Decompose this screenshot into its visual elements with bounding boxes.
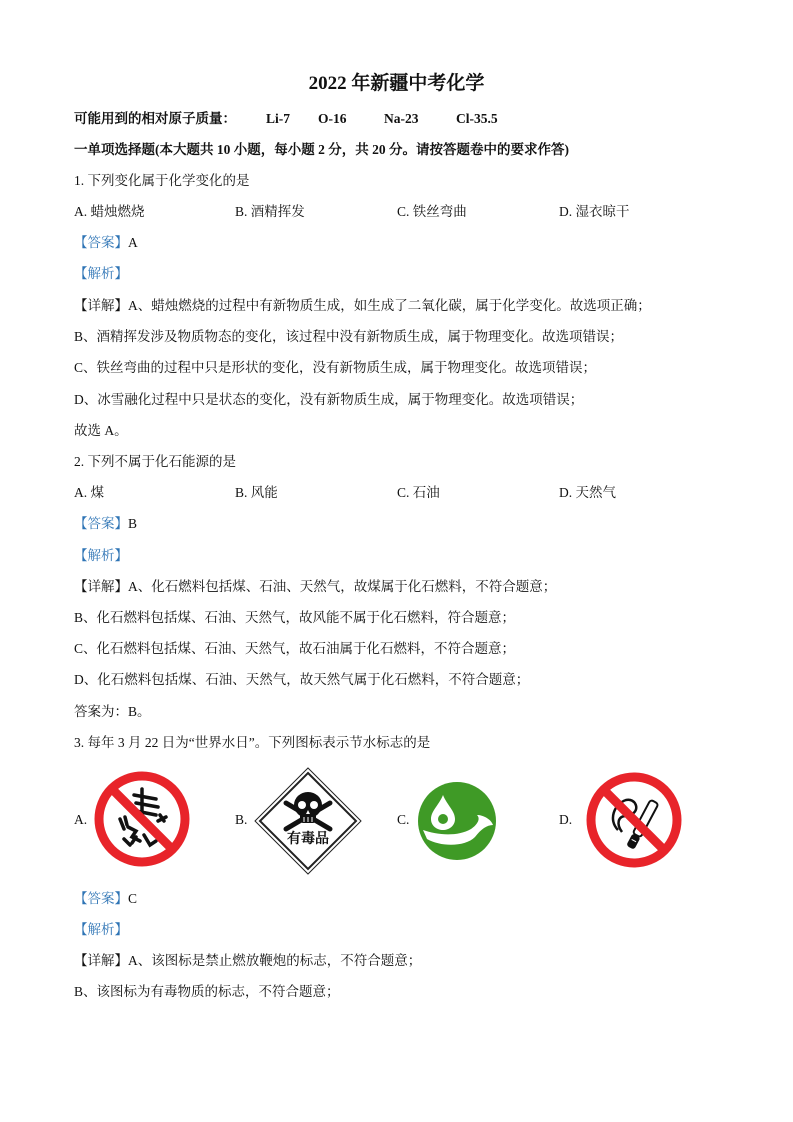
question-2-option-c: C. 石油: [397, 485, 440, 500]
question-1-stem: 1. 下列变化属于化学变化的是: [74, 173, 250, 188]
section-heading: 一单项选择题(本大题共 10 小题，每小题 2 分，共 20 分。请按答题卷中的要求作答): [74, 142, 569, 157]
question-1-option-b: B. 酒精挥发: [235, 204, 305, 219]
question-1-detail-d: D、冰雪融化过程中只是状态的变化，没有新物质生成，属于物理变化。故选项错误；: [74, 392, 584, 407]
question-3-analysis: [74, 921, 128, 939]
question-1-option-d: D. 湿衣晾干: [559, 204, 630, 219]
answer-tag: 【答案】: [74, 516, 128, 531]
question-2-detail-c: C、化石燃料包括煤、石油、天然气，故石油属于化石燃料，不符合题意；: [74, 641, 516, 656]
question-2-detail-d: D、化石燃料包括煤、石油、天然气，故天然气属于化石燃料，不符合题意；: [74, 672, 530, 687]
question-1-analysis: [74, 265, 128, 283]
question-2-stem: 2. 下列不属于化石能源的是: [74, 454, 236, 469]
page-title: 2022 年新疆中考化学: [308, 73, 485, 94]
answer-tag: 【答案】: [74, 235, 128, 250]
question-1-conclusion: 故选 A。: [74, 423, 128, 438]
question-2-analysis: [74, 547, 128, 565]
toxic-substance-icon: [254, 767, 362, 875]
question-1-option-a: A. 蜡烛燃烧: [74, 204, 145, 219]
question-2-detail-a: [74, 578, 556, 596]
question-1-detail-c: C、铁丝弯曲的过程中只是形状的变化，没有新物质生成，属于物理变化。故选项错误；: [74, 360, 597, 375]
question-2-option-b: B. 风能: [235, 485, 278, 500]
question-3-option-a-label: A.: [74, 812, 88, 827]
detail-tag: 【详解】: [74, 298, 128, 313]
question-1-detail-b: B、酒精挥发涉及物质物态的变化，该过程中没有新物质生成，属于物理变化。故选项错误；: [74, 329, 624, 344]
question-1-option-c: C. 铁丝弯曲: [397, 204, 467, 219]
question-3-detail-a: [74, 952, 421, 970]
question-2-answer: [74, 515, 137, 533]
question-2-option-d: D. 天然气: [559, 485, 616, 500]
atomic-mass-cl: Cl-35.5: [456, 111, 498, 126]
answer-value: A: [128, 235, 138, 250]
answer-tag: 【答案】: [74, 891, 128, 906]
toxic-label: 有毒品: [287, 831, 329, 847]
question-2-detail-b: B、化石燃料包括煤、石油、天然气，故风能不属于化石燃料，符合题意；: [74, 610, 516, 625]
question-3-option-b-label: B.: [235, 812, 248, 827]
atomic-mass-li: Li-7: [266, 111, 291, 126]
no-fireworks-icon: [92, 769, 192, 869]
question-1-answer: [74, 234, 138, 252]
no-smoking-icon: [584, 770, 684, 870]
question-1-detail-a: [74, 297, 651, 315]
analysis-tag: 【解析】: [74, 266, 128, 281]
atomic-mass-o: O-16: [318, 111, 347, 126]
question-3-option-c-label: C.: [397, 812, 410, 827]
question-3-detail-b: B、该图标为有毒物质的标志，不符合题意；: [74, 984, 340, 999]
atomic-mass-label: 可能用到的相对原子质量：: [74, 111, 236, 126]
answer-value: B: [128, 516, 138, 531]
question-3-option-d-label: D.: [559, 812, 573, 827]
water-saving-icon: [417, 781, 497, 861]
question-3-stem: 3. 每年 3 月 22 日为“世界水日”。下列图标表示节水标志的是: [74, 735, 431, 750]
detail-text: A、化石燃料包括煤、石油、天然气，故煤属于化石燃料，不符合题意；: [128, 579, 557, 594]
detail-text: A、蜡烛燃烧的过程中有新物质生成，如生成了二氧化碳，属于化学变化。故选项正确；: [128, 298, 651, 313]
detail-text: A、该图标是禁止燃放鞭炮的标志，不符合题意；: [128, 953, 422, 968]
detail-tag: 【详解】: [74, 953, 128, 968]
question-2-option-a: A. 煤: [74, 485, 104, 500]
analysis-tag: 【解析】: [74, 548, 128, 563]
analysis-tag: 【解析】: [74, 922, 128, 937]
detail-tag: 【详解】: [74, 579, 128, 594]
question-2-conclusion: 答案为：B。: [74, 704, 151, 719]
atomic-mass-na: Na-23: [384, 111, 419, 126]
answer-value: C: [128, 891, 138, 906]
question-3-answer: [74, 890, 137, 908]
